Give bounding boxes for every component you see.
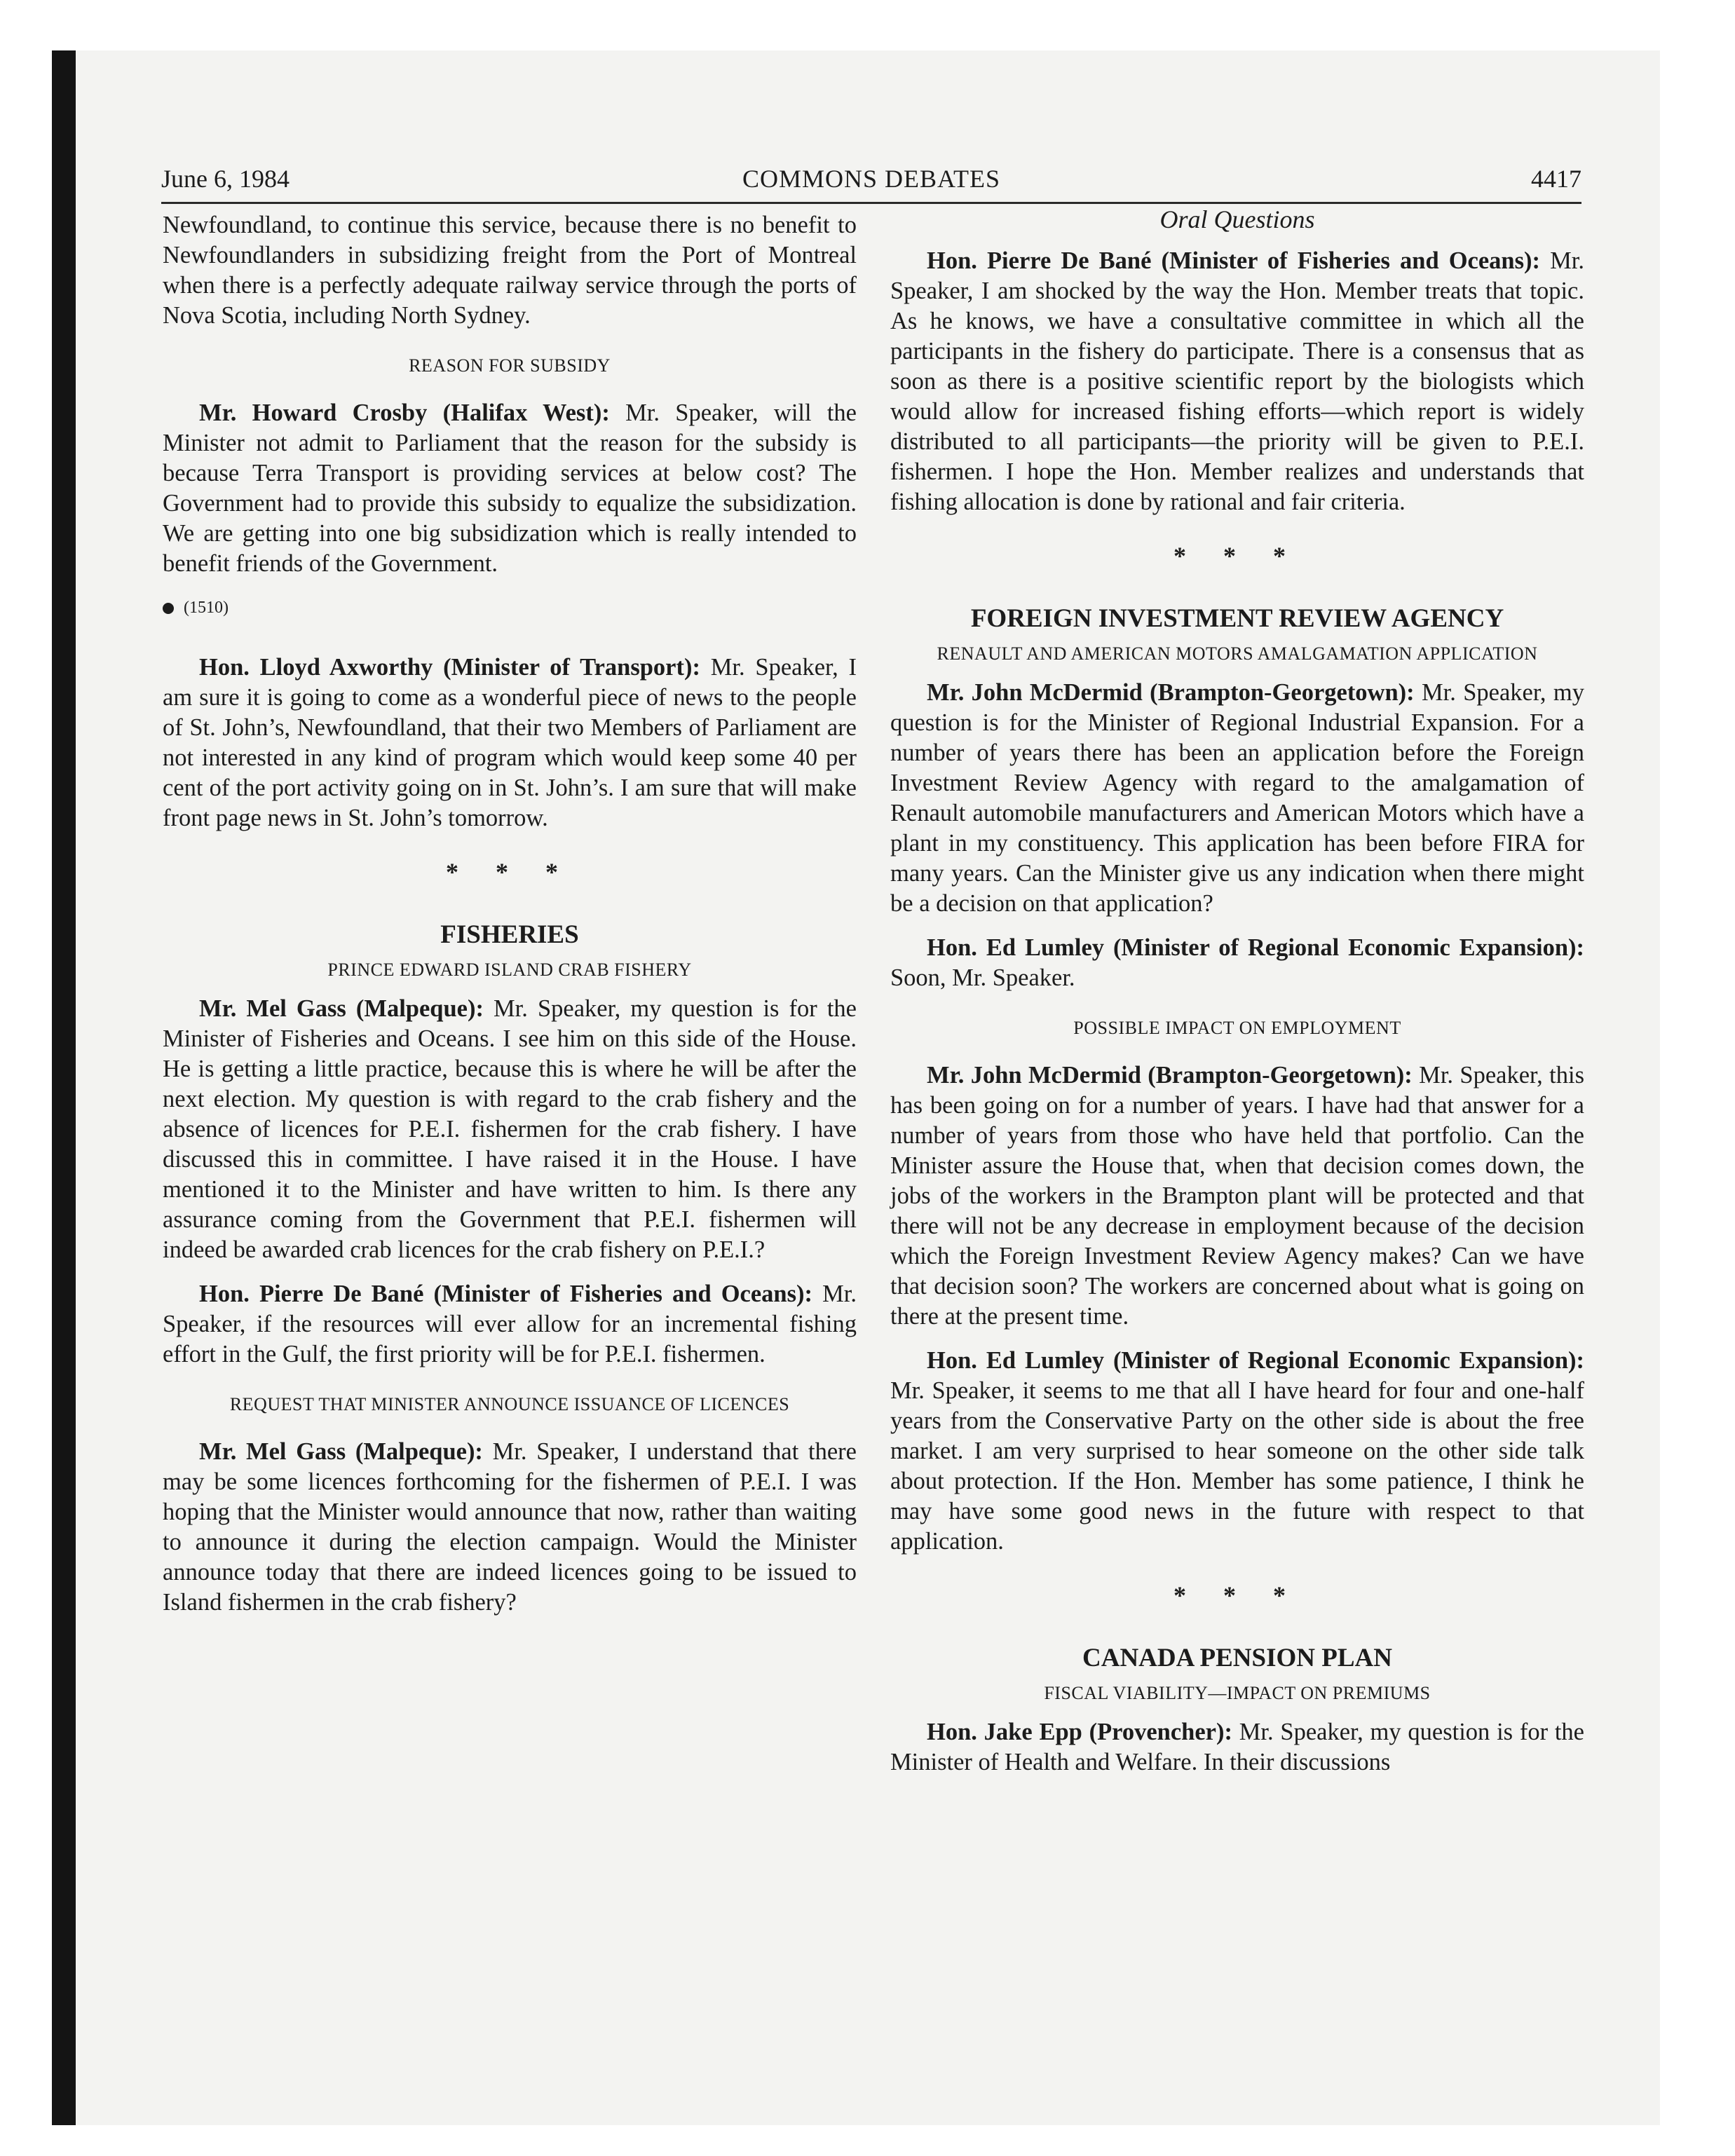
heading-fisheries: FISHERIES <box>440 920 579 949</box>
speech-text: Mr. Speaker, will the Minister not admit to Parliament that the reason for the subsidy is because Terra Transport is providing services at below cost? The Government had to provide this subsidy to equalize the subsidization. We are getting into one big subsidization which is really intended to benefit friends of the Government. <box>163 400 857 577</box>
speaker-name: Mr. Mel Gass (Malpeque): <box>199 995 484 1022</box>
time-marker <box>163 593 857 623</box>
speaker-name: Hon. Ed Lumley (Minister of Regional Economic Expansion): <box>927 1347 1584 1374</box>
header-page-number: 4417 <box>1531 165 1581 193</box>
speech-paragraph <box>163 1437 857 1618</box>
speech-paragraph <box>890 246 1584 517</box>
speaker-name: Mr. Howard Crosby (Halifax West): <box>199 400 610 426</box>
subheading-reason-for-subsidy: REASON FOR SUBSIDY <box>409 355 611 376</box>
speech-text: Mr. Speaker, this has been going on for a number of years. I have had that answer for a number of years from those who have held that portfolio. Can the Minister assure the House that, when that decision comes down, the jobs of the workers in the Brampton plant will be protected and that there will not be any decrease in employment because of the decision which the Foreign Investment Review Agency makes? Can we have that decision soon? The workers are concerned about what is going on there at the present time. <box>890 1062 1584 1330</box>
speaker-name: Hon. Lloyd Axworthy (Minister of Transport): <box>199 654 700 681</box>
speech-paragraph <box>890 1060 1584 1332</box>
speaker-name: Hon. Jake Epp (Provencher): <box>927 1719 1232 1745</box>
speech-paragraph <box>163 398 857 579</box>
bullet-icon <box>163 603 174 614</box>
time-marker-text: (1510) <box>184 599 229 617</box>
left-column <box>163 210 857 1632</box>
speech-text: Mr. Speaker, if the resources will ever allow for an incremental fishing effort in the Gulf, the first priority will be for P.E.I. fishermen. <box>163 1281 857 1367</box>
speech-paragraph <box>890 1717 1584 1778</box>
speech-text: Mr. Speaker, it seems to me that all I have heard for four and one-half years from the Conservative Party on the other side is about the free market. I am very surprised to hear someone on the other side talk about protection. If the Hon. Member has some patience, I think he may have some good news in the future with respect to that application. <box>890 1377 1584 1555</box>
header-title: COMMONS DEBATES <box>742 165 1001 193</box>
page-header <box>161 160 1581 204</box>
speaker-name: Mr. John McDermid (Brampton-Georgetown): <box>927 1062 1413 1089</box>
subheading-crab-fishery: PRINCE EDWARD ISLAND CRAB FISHERY <box>327 960 692 980</box>
speech-paragraph <box>163 994 857 1265</box>
section-separator-stars: * * * <box>1173 542 1301 570</box>
speech-paragraph <box>890 933 1584 993</box>
speaker-name: Hon. Pierre De Bané (Minister of Fisheries and Oceans): <box>927 247 1541 274</box>
speech-paragraph <box>890 678 1584 919</box>
subheading-impact-employment: POSSIBLE IMPACT ON EMPLOYMENT <box>1073 1018 1401 1038</box>
speaker-name: Mr. Mel Gass (Malpeque): <box>199 1438 483 1465</box>
speech-paragraph <box>163 1279 857 1370</box>
heading-fira: FOREIGN INVESTMENT REVIEW AGENCY <box>970 604 1504 633</box>
speech-text: Mr. Speaker, I am shocked by the way the Hon. Member treats that topic. As he knows, we have a consultative committee in which all the participants in the fishery do participate. There is a consensus that as soon as there is a positive scientific report by the biologists which would allow for increased fishing efforts—which report is widely distributed to all participants—the priority will be given to P.E.I. fishermen. I hope the Hon. Member realizes and understands that fishing allocation is done by rational and fair criteria. <box>890 247 1584 515</box>
section-separator-stars: * * * <box>446 858 573 886</box>
speaker-name: Mr. John McDermid (Brampton-Georgetown): <box>927 679 1415 706</box>
right-column <box>890 205 1584 1792</box>
scan-edge-shadow <box>52 50 76 2125</box>
speech-text: Mr. Speaker, my question is for the Minister of Fisheries and Oceans. I see him on this side of the House. He is getting a little practice, because this is where he will be after the next election. My question is with regard to the crab fishery and the absence of licences for P.E.I. fishermen for the crab fishery. I have discussed this in committee. I have raised it in the House. I have mentioned it to the Minister and have written to him. Is there any assurance coming from the Government that P.E.I. fishermen will indeed be awarded crab licences for the crab fishery on P.E.I.? <box>163 995 857 1263</box>
speech-paragraph <box>163 653 857 833</box>
speech-text: Mr. Speaker, I am sure it is going to come as a wonderful piece of news to the people of St. John’s, Newfoundland, that their two Members of Parliament are not interested in any kind of program which would keep some 40 per cent of the port activity going on in St. John’s. I am sure that will make front page news in St. John’s tomorrow. <box>163 654 857 831</box>
speaker-name: Hon. Pierre De Bané (Minister of Fisheries and Oceans): <box>199 1281 813 1307</box>
speaker-name: Hon. Ed Lumley (Minister of Regional Economic Expansion): <box>927 934 1584 961</box>
heading-cpp: CANADA PENSION PLAN <box>1082 1644 1392 1672</box>
paragraph-continued: Newfoundland, to continue this service, because there is no benefit to Newfoundlanders in subsidizing freight from the Port of Montreal when there is a perfectly adequate railway service through the ports of Nova Scotia, including North Sydney. <box>163 212 857 329</box>
speech-text: Mr. Speaker, my question is for the Minister of Regional Industrial Expansion. For a number of years there has been an application before the Foreign Investment Review Agency with regard to the amalgamation of Renault automobile manufacturers and American Motors which have a plant in my constituency. This application has been before FIRA for many years. Can the Minister give us any indication when there might be a decision on that application? <box>890 679 1584 917</box>
section-separator-stars: * * * <box>1173 1581 1301 1609</box>
running-head: Oral Questions <box>1159 205 1315 233</box>
speech-text: Mr. Speaker, my question is for the Minister of Health and Welfare. In their discussions <box>890 1719 1584 1775</box>
subheading-renault-amc: RENAULT AND AMERICAN MOTORS AMALGAMATION APPLICATION <box>937 643 1538 664</box>
speech-paragraph <box>890 1346 1584 1557</box>
speech-text: Mr. Speaker, I understand that there may be some licences forthcoming for the fishermen of P.E.I. I was hoping that the Minister would announce that now, rather than waiting to announce it during the election campaign. Would the Minister announce today that there are indeed licences going to be issued to Island fishermen in the crab fishery? <box>163 1438 857 1616</box>
subheading-fiscal-viability: FISCAL VIABILITY—IMPACT ON PREMIUMS <box>1044 1683 1431 1703</box>
subheading-announce-licences: REQUEST THAT MINISTER ANNOUNCE ISSUANCE OF LICENCES <box>229 1394 790 1414</box>
speech-text: Soon, Mr. Speaker. <box>890 964 1075 991</box>
header-date: June 6, 1984 <box>161 165 290 193</box>
